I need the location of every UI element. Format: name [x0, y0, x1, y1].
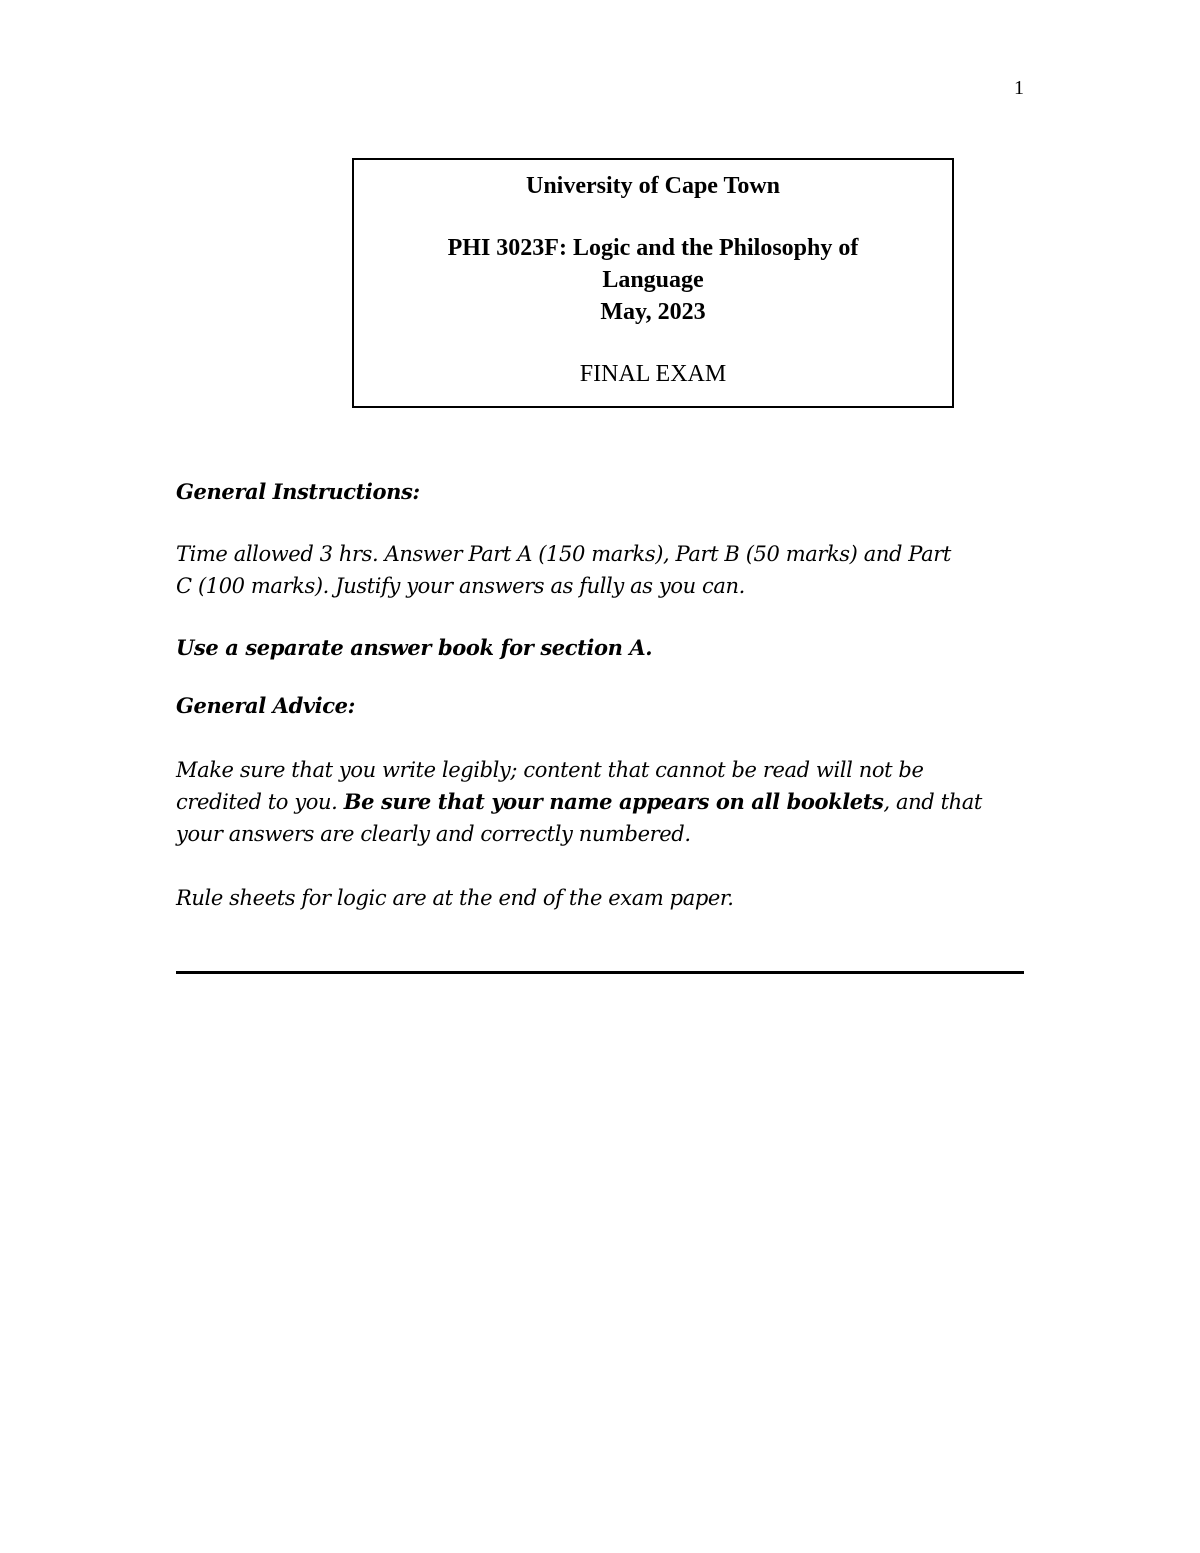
rule-sheets-note: Rule sheets for logic are at the end of the exam paper.	[176, 886, 734, 910]
name-on-booklets-emphasis: Be sure that your name appears on all booklets	[343, 789, 884, 814]
advice-line-2: credited to you. Be sure that your name appears on all booklets, and that	[176, 789, 982, 814]
exam-date: May, 2023	[600, 299, 706, 325]
page-number: 1	[1014, 77, 1024, 99]
separate-book-note: Use a separate answer book for section A.	[176, 635, 653, 660]
general-instructions-heading: General Instructions:	[176, 479, 420, 504]
university-name: University of Cape Town	[525, 173, 781, 199]
time-allowed-line-1: Time allowed 3 hrs. Answer Part A (150 marks), Part B (50 marks) and Part	[176, 542, 951, 566]
advice-line-3: your answers are clearly and correctly numbered.	[176, 822, 691, 846]
advice-line-1: Make sure that you write legibly; content that cannot be read will not be	[176, 758, 924, 782]
horizontal-rule	[176, 971, 1024, 974]
time-allowed-line-2: C (100 marks). Justify your answers as fully as you can.	[176, 574, 745, 598]
general-advice-heading: General Advice:	[176, 693, 355, 718]
course-title-line-2: Language	[602, 267, 704, 293]
exam-type: FINAL EXAM	[579, 361, 727, 387]
exam-title-box	[352, 158, 954, 408]
course-title-line-1: PHI 3023F: Logic and the Philosophy of	[447, 235, 859, 261]
instructions-section	[176, 476, 1036, 914]
